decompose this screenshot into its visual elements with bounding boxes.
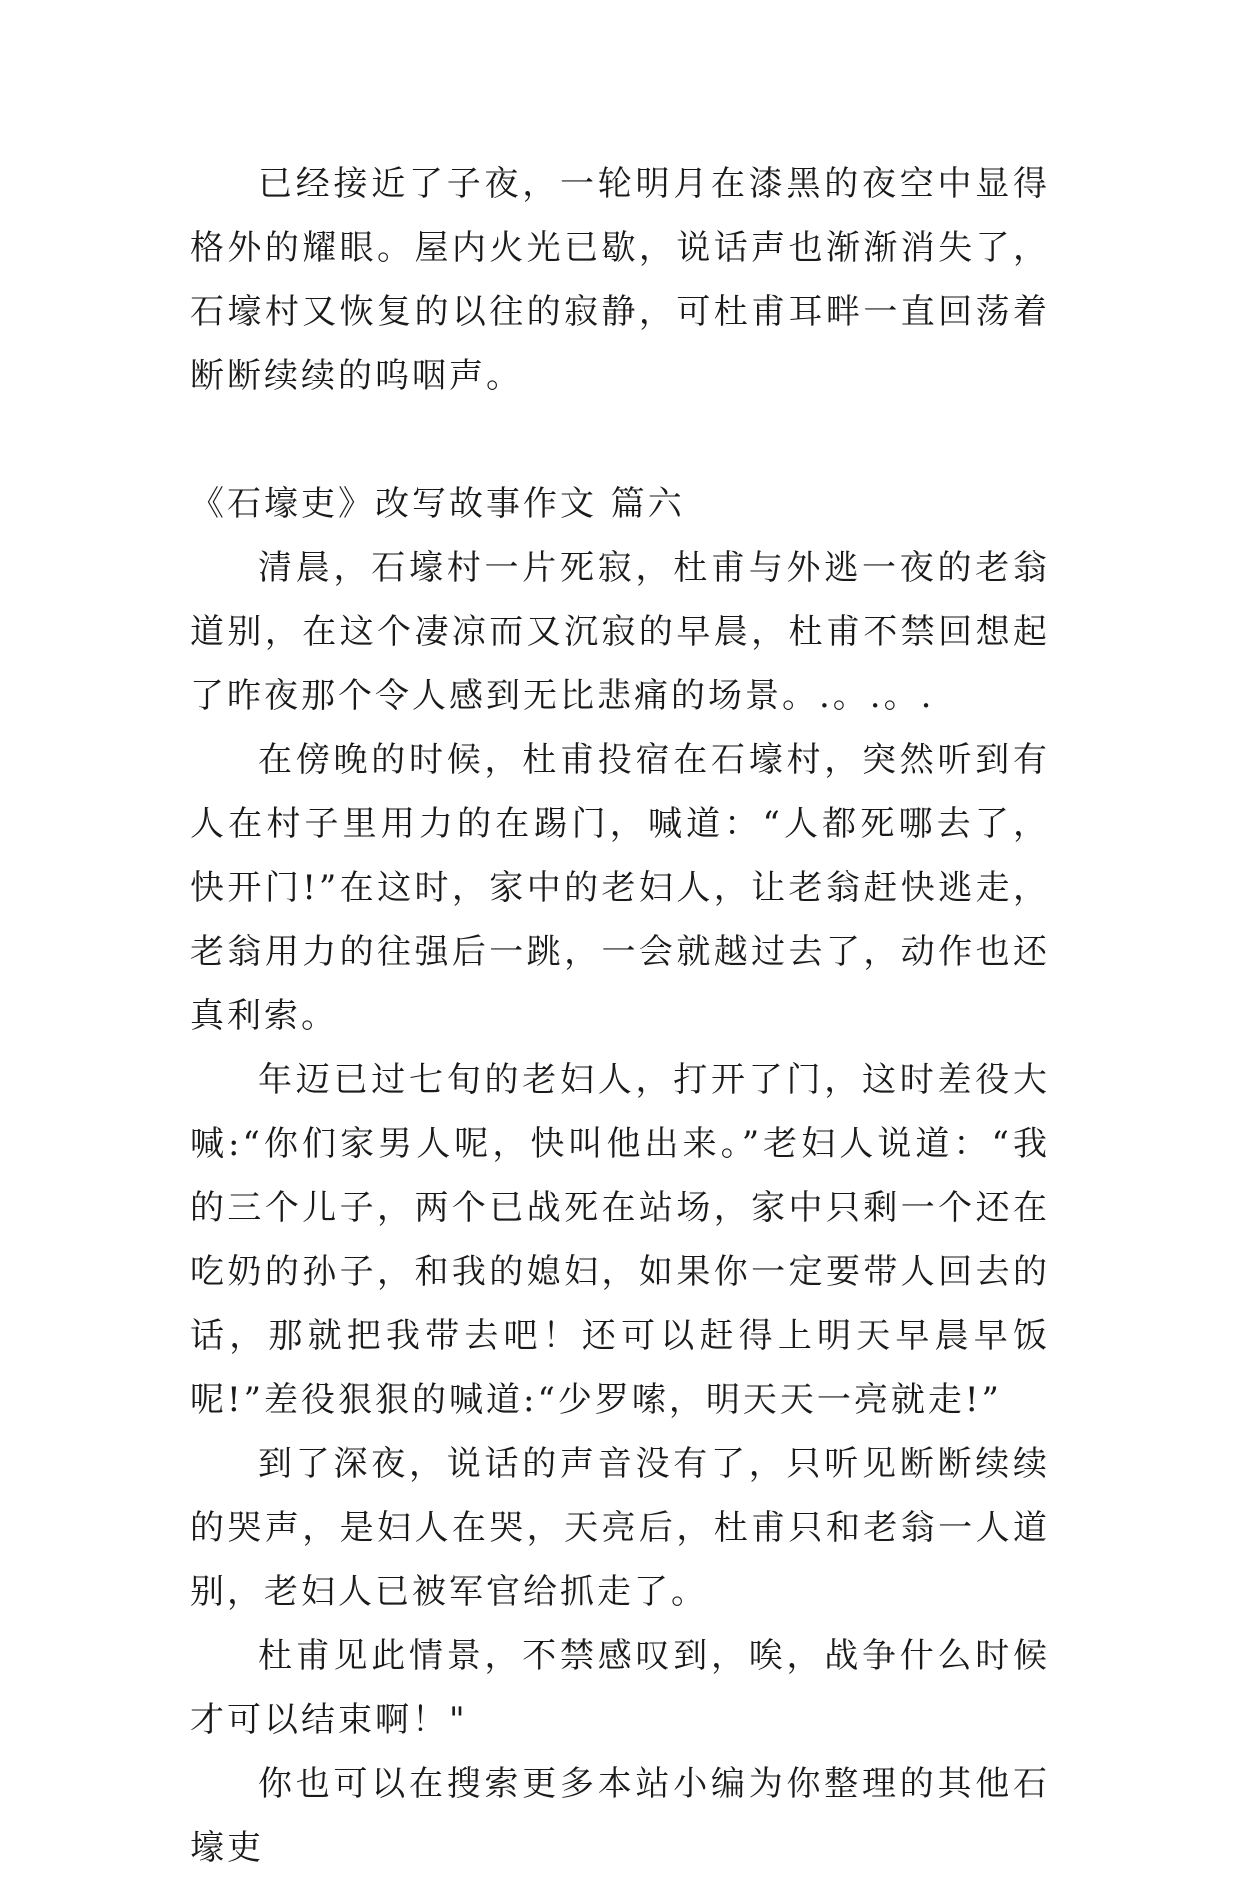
paragraph-late-night: 到了深夜，说话的声音没有了，只听见断断续续的哭声，是妇人在哭，天亮后，杜甫只和老翁一人道别，老妇人已被军官给抓走了。 xyxy=(190,1444,1050,1612)
paragraph-evening: 在傍晚的时候，杜甫投宿在石壕村，突然听到有人在村子里用力的在踢门，喊道：“人都死哪去了，快开门!”在这时，家中的老妇人，让老翁赶快逃走，老翁用力的往强后一跳，一会就越过去了，动作也还真利索。 xyxy=(190,740,1050,1036)
paragraph-more: 你也可以在搜索更多本站小编为你整理的其他石壕吏 xyxy=(190,1764,1050,1868)
document-body xyxy=(190,152,1050,1880)
paragraph-morning: 清晨，石壕村一片死寂，杜甫与外逃一夜的老翁道别，在这个凄凉而又沉寂的早晨，杜甫不禁回想起了昨夜那个令人感到无比悲痛的场景。.。.。. xyxy=(190,548,1050,716)
paragraph-lament: 杜甫见此情景，不禁感叹到，唉，战争什么时候才可以结束啊！" xyxy=(190,1636,1050,1740)
section-title: 《石壕吏》改写故事作文 篇六 xyxy=(190,484,685,524)
paragraph-old-woman: 年迈已过七旬的老妇人，打开了门，这时差役大喊:“你们家男人呢，快叫他出来。”老妇人说道：“我的三个儿子，两个已战死在站场，家中只剩一个还在吃奶的孙子，和我的媳妇，如果你一定要带人回去的话，那就把我带去吧！还可以赶得上明天早晨早饭呢!”差役狠狠的喊道:“少罗嗦，明天天一亮就走!” xyxy=(190,1060,1050,1420)
paragraph-midnight: 已经接近了子夜，一轮明月在漆黑的夜空中显得格外的耀眼。屋内火光已歇，说话声也渐渐消失了，石壕村又恢复的以往的寂静，可杜甫耳畔一直回荡着断断续续的呜咽声。 xyxy=(190,164,1050,396)
